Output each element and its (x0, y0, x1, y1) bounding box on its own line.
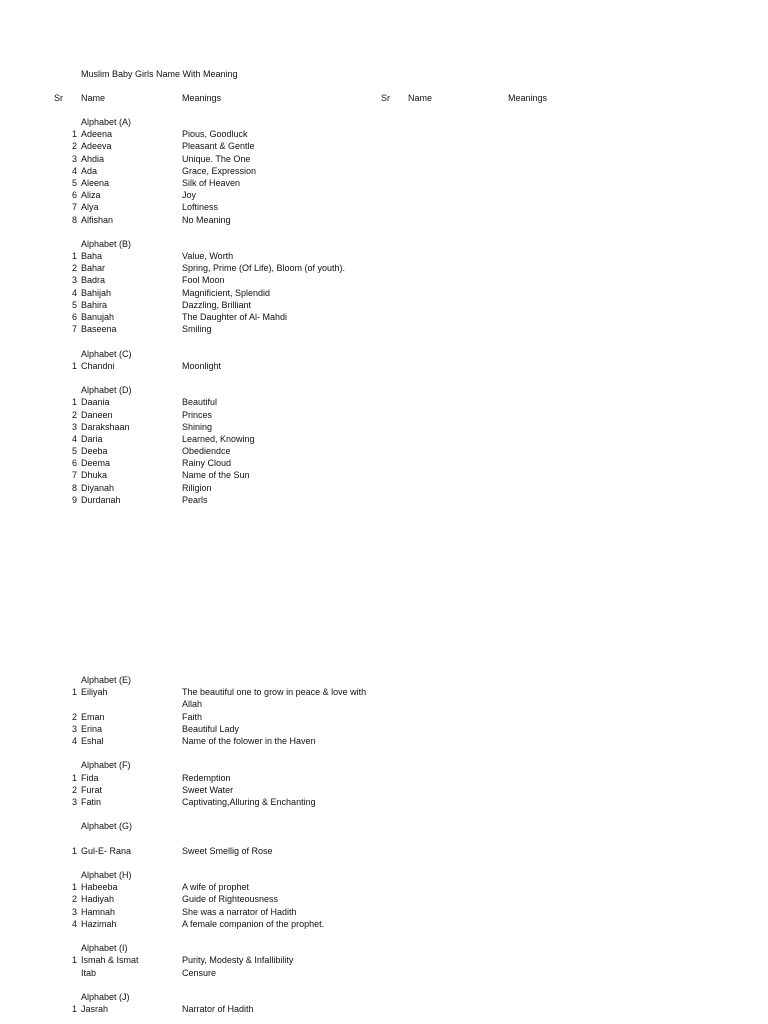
name-meaning: Obediendce (182, 446, 231, 457)
girl-name: Eman (81, 711, 105, 722)
section-label: Alphabet (A) (81, 117, 132, 127)
serial-number: 3 (71, 153, 77, 164)
table-row (0, 796, 768, 808)
serial-number: 2 (71, 784, 77, 795)
name-meaning: Joy (182, 190, 197, 201)
table-row (0, 140, 768, 152)
serial-number: 5 (71, 177, 77, 188)
girl-name: Deema (81, 458, 111, 469)
alphabet-section-heading (0, 942, 768, 954)
name-meaning: Smiling (182, 324, 212, 335)
name-meaning: Princes (182, 409, 213, 420)
table-row (0, 311, 768, 323)
name-meaning: Redemption (182, 772, 231, 783)
girl-name: Alya (81, 202, 99, 213)
name-meaning: Riligion (182, 482, 212, 493)
name-meaning: A wife of prophet (182, 882, 250, 893)
table-row (0, 299, 768, 311)
girl-name: Badra (81, 275, 106, 286)
blank-row (0, 747, 768, 759)
blank-row (0, 930, 768, 942)
girl-name: Deeba (81, 446, 108, 457)
serial-number: 2 (71, 141, 77, 152)
alphabet-section-heading (0, 348, 768, 360)
name-meaning: Pleasant & Gentle (182, 141, 255, 152)
serial-number: 1 (71, 360, 77, 371)
header-sr-left: Sr (54, 93, 63, 103)
girl-name: Baha (81, 251, 103, 262)
name-meaning: Moonlight (182, 360, 222, 371)
serial-number: 9 (71, 494, 77, 505)
name-meaning: Rainy Cloud (182, 458, 232, 469)
serial-number: 1 (71, 882, 77, 893)
name-meaning: The Daughter of Al- Mahdi (182, 312, 288, 322)
header-meanings-left: Meanings (182, 93, 222, 103)
table-row (0, 433, 768, 445)
name-meaning: Learned, Knowing (182, 433, 255, 444)
serial-number: 6 (71, 458, 77, 469)
table-row (0, 881, 768, 893)
girl-name: Bahira (81, 299, 108, 310)
serial-number: 3 (71, 723, 77, 734)
serial-number: 7 (71, 202, 77, 213)
name-meaning: Loftiness (182, 202, 219, 213)
table-row (0, 262, 768, 274)
girl-name: Ada (81, 165, 98, 176)
name-meaning: Name of the Sun (182, 470, 250, 481)
blank-row (0, 226, 768, 238)
header-name-right: Name (408, 93, 433, 103)
name-meaning: The beautiful one to grow in peace & love with Allah (182, 687, 367, 710)
girl-name: Habeeba (81, 882, 118, 893)
girl-name: Bahijah (81, 287, 112, 298)
table-row (0, 772, 768, 784)
page-title: Muslim Baby Girls Name With Meaning (81, 69, 238, 79)
girl-name: Aliza (81, 190, 101, 201)
alphabet-section-heading (0, 820, 768, 832)
alphabet-section-heading (0, 674, 768, 686)
table-row (0, 686, 768, 710)
serial-number: 4 (71, 433, 77, 444)
table-row (0, 287, 768, 299)
table-row (0, 201, 768, 213)
blank-row (0, 832, 768, 844)
girl-name: Daria (81, 433, 103, 444)
table-row (0, 153, 768, 165)
name-meaning: Guide of Righteousness (182, 894, 279, 905)
serial-number: 1 (71, 129, 77, 140)
header-sr-right: Sr (381, 93, 390, 103)
serial-number: 1 (71, 845, 77, 856)
table-row (0, 906, 768, 918)
alphabet-section-heading (0, 238, 768, 250)
girl-name: Daania (81, 397, 110, 408)
serial-number: 3 (71, 906, 77, 917)
header-meanings-right: Meanings (508, 93, 548, 103)
section-label: Alphabet (C) (81, 348, 132, 359)
serial-number: 3 (71, 421, 77, 432)
girl-name: Adeeva (81, 141, 112, 152)
serial-number: 1 (71, 772, 77, 783)
name-meaning: Faith (182, 711, 203, 722)
girl-name: Furat (81, 784, 103, 795)
name-meaning: Sweet Water (182, 784, 234, 795)
serial-number: 4 (71, 918, 77, 929)
serial-number: 1 (71, 955, 77, 966)
table-row (0, 396, 768, 408)
girl-name: Fatin (81, 796, 102, 807)
section-label: Alphabet (F) (81, 760, 131, 771)
girl-name: Baseena (81, 324, 117, 335)
name-meaning: She was a narrator of Hadith (182, 906, 297, 917)
serial-number: 1 (71, 397, 77, 408)
table-row (0, 445, 768, 457)
table-row (0, 128, 768, 140)
name-meaning: Purity, Modesty & Infallibility (182, 955, 294, 966)
girl-name: Alfishan (81, 214, 114, 225)
names-list-bottom (0, 674, 768, 1015)
table-row (0, 918, 768, 930)
girl-name: Itab (81, 967, 97, 978)
name-meaning: Grace, Expression (182, 165, 257, 176)
girl-name: Banujah (81, 312, 115, 322)
name-meaning: Magnificient, Splendid (182, 287, 271, 298)
alphabet-section-heading (0, 384, 768, 396)
table-row (0, 457, 768, 469)
section-label: Alphabet (D) (81, 385, 132, 396)
name-meaning: Spring, Prime (Of Life), Bloom (of youth). (182, 263, 346, 274)
table-row (0, 954, 768, 966)
girl-name: Hamnah (81, 906, 116, 917)
alphabet-section-heading (0, 116, 768, 128)
girl-name: Dhuka (81, 470, 108, 481)
serial-number: 6 (71, 312, 77, 322)
blank-row (0, 857, 768, 869)
blank-row (0, 808, 768, 820)
section-label: Alphabet (I) (81, 943, 128, 954)
girl-name: Diyanah (81, 482, 115, 493)
table-row (0, 165, 768, 177)
name-meaning: Narrator of Hadith (182, 1004, 254, 1015)
serial-number: 2 (71, 409, 77, 420)
name-meaning: Name of the folower in the Haven (182, 735, 316, 746)
name-meaning: Shining (182, 421, 213, 432)
serial-number: 4 (71, 735, 77, 746)
serial-number: 3 (71, 275, 77, 286)
header-name-left: Name (81, 93, 106, 103)
serial-number: 5 (71, 446, 77, 457)
girl-name: Aleena (81, 177, 110, 188)
names-list-top (0, 116, 768, 506)
table-row (0, 723, 768, 735)
name-meaning: Unique. The One (182, 153, 251, 164)
girl-name: Daneen (81, 409, 113, 420)
name-meaning: Sweet Smellig of Rose (182, 845, 273, 856)
girl-name: Eiliyah (81, 687, 108, 698)
section-label: Alphabet (B) (81, 238, 132, 249)
serial-number: 1 (71, 251, 77, 262)
girl-name: Jasrah (81, 1004, 109, 1015)
serial-number: 8 (71, 214, 77, 225)
girl-name: Darakshaan (81, 421, 130, 432)
girl-name: Erina (81, 723, 103, 734)
name-meaning: A female companion of the prophet. (182, 918, 325, 929)
girl-name: Adeena (81, 129, 113, 140)
table-row (0, 845, 768, 857)
table-row (0, 189, 768, 201)
table-row (0, 421, 768, 433)
name-meaning: Pearls (182, 494, 208, 505)
name-meaning: Beautiful Lady (182, 723, 240, 734)
girl-name: Chandni (81, 360, 115, 371)
section-label: Alphabet (J) (81, 991, 130, 1002)
serial-number: 8 (71, 482, 77, 493)
serial-number: 3 (71, 796, 77, 807)
table-row (0, 784, 768, 796)
name-meaning: Captivating,Alluring & Enchanting (182, 796, 316, 807)
name-meaning: Dazzling, Brilliant (182, 299, 252, 310)
table-row (0, 711, 768, 723)
table-row (0, 409, 768, 421)
serial-number: 2 (71, 263, 77, 274)
name-meaning: Censure (182, 967, 217, 978)
girl-name: Eshal (81, 735, 104, 746)
blank-row (0, 335, 768, 347)
table-row (0, 360, 768, 372)
serial-number: 6 (71, 190, 77, 201)
girl-name: Hadiyah (81, 894, 115, 905)
girl-name: Fida (81, 772, 99, 783)
name-meaning: Silk of Heaven (182, 177, 241, 188)
alphabet-section-heading (0, 759, 768, 771)
girl-name: Ismah & Ismat (81, 955, 139, 966)
table-row (0, 214, 768, 226)
serial-number: 4 (71, 287, 77, 298)
table-row (0, 177, 768, 189)
girl-name: Bahar (81, 263, 106, 274)
table-row (0, 250, 768, 262)
blank-row (0, 979, 768, 991)
table-row (0, 967, 768, 979)
table-row (0, 323, 768, 335)
table-row (0, 735, 768, 747)
serial-number: 7 (71, 470, 77, 481)
serial-number: 2 (71, 894, 77, 905)
serial-number: 4 (71, 165, 77, 176)
serial-number: 5 (71, 299, 77, 310)
section-label: Alphabet (E) (81, 675, 132, 685)
girl-name: Durdanah (81, 494, 121, 505)
blank-row (0, 372, 768, 384)
table-row (0, 482, 768, 494)
serial-number: 1 (71, 1004, 77, 1015)
table-row (0, 469, 768, 481)
section-label: Alphabet (G) (81, 821, 133, 832)
name-meaning: Pious, Goodluck (182, 129, 248, 140)
serial-number: 1 (71, 687, 77, 698)
name-meaning: Beautiful (182, 397, 218, 408)
table-row (0, 1003, 768, 1015)
alphabet-section-heading (0, 869, 768, 881)
name-meaning: Fool Moon (182, 275, 225, 286)
serial-number: 2 (71, 711, 77, 722)
serial-number: 7 (71, 324, 77, 335)
table-row (0, 893, 768, 905)
alphabet-section-heading (0, 991, 768, 1003)
name-meaning: Value, Worth (182, 251, 234, 262)
table-row (0, 274, 768, 286)
table-row (0, 494, 768, 506)
girl-name: Hazimah (81, 918, 117, 929)
section-label: Alphabet (H) (81, 870, 132, 881)
girl-name: Ahdia (81, 153, 105, 164)
name-meaning: No Meaning (182, 214, 231, 225)
girl-name: Gul-E- Rana (81, 845, 132, 856)
